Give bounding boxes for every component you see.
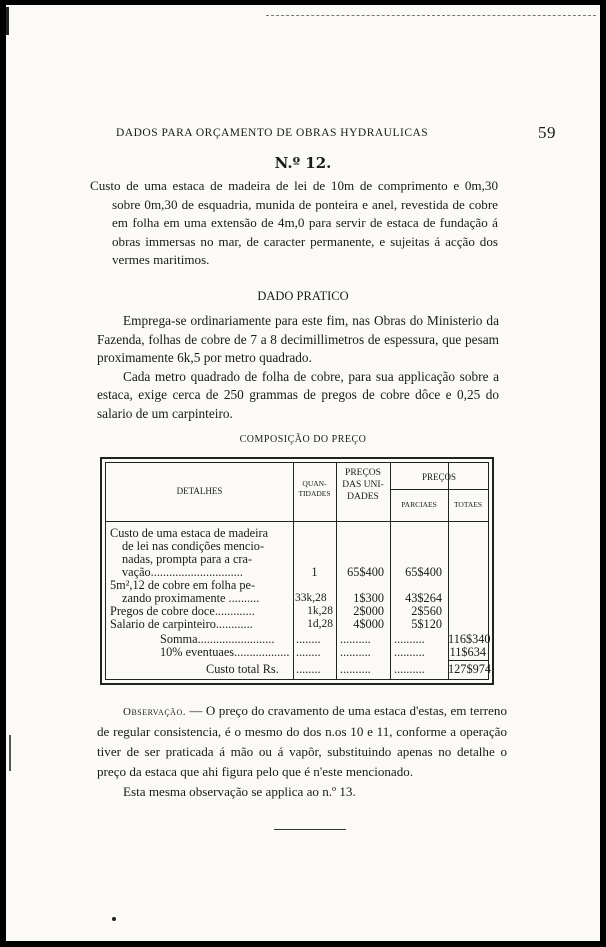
item-number: N.º 12. bbox=[274, 154, 332, 172]
custo-dots-partial: .......... bbox=[394, 662, 425, 676]
description-text: Custo de uma estaca de madeira de lei de 10m de comprimento e 0m,30 sobre 0m,30 de esquadria, munida de ponteira e anel, revestida de cobre em folha em uma extensão de 4m,0 para servir de estaca de fundação á obras immersas no mar, de caracter permanente, e sujeitas á acção dos vermes maritimos. bbox=[90, 178, 498, 267]
item-description bbox=[90, 177, 498, 270]
observation-note: Esta mesma observação se applica ao n.º 13. bbox=[123, 784, 356, 799]
row2-detail-2: zando proximamente .......... bbox=[122, 591, 260, 605]
row1-detail-3: nadas, prompta para a cra- bbox=[122, 552, 253, 566]
somma-label: Somma......................... bbox=[160, 632, 275, 646]
scan-mark-top bbox=[6, 7, 9, 35]
row1-unit-price: 65$400 bbox=[347, 565, 384, 579]
row2-detail-1: 5m²,12 de cobre em folha pe- bbox=[110, 578, 256, 592]
row2-unit-price: 1$300 bbox=[353, 591, 384, 605]
somma-dots-unit: .......... bbox=[340, 632, 371, 646]
row4-quantity: 1d,28 bbox=[307, 618, 333, 630]
eventuaes-dots-qty: ........ bbox=[296, 645, 321, 659]
eventuaes-dots-unit: .......... bbox=[340, 645, 371, 659]
custo-total-label: Custo total Rs. bbox=[206, 662, 279, 676]
scan-edge-line bbox=[266, 15, 596, 17]
ink-dot bbox=[112, 917, 116, 921]
row2-partial: 43$264 bbox=[405, 591, 442, 605]
row3-unit-price: 2$000 bbox=[353, 604, 384, 618]
header-precos: PREÇOS bbox=[421, 472, 456, 482]
section-title: DADO PRATICO bbox=[257, 289, 349, 303]
page-number: 59 bbox=[538, 123, 556, 142]
somma-total: 116$340 bbox=[448, 632, 491, 646]
body-text bbox=[97, 312, 499, 423]
row3-quantity: 1k,28 bbox=[307, 605, 333, 617]
row4-detail: Salario de carpinteiro............ bbox=[110, 617, 253, 631]
header-quantidades: QUAN- TIDADES bbox=[298, 479, 331, 498]
running-head-title: DADOS PARA ORÇAMENTO DE OBRAS HYDRAULICAS bbox=[116, 127, 429, 139]
document-page bbox=[6, 5, 600, 941]
row4-partial: 5$120 bbox=[411, 617, 442, 631]
header-precos-unidades: PREÇOS DAS UNI- DADES bbox=[342, 468, 384, 502]
row3-partial: 2$560 bbox=[411, 604, 442, 618]
paragraph-2: Cada metro quadrado de folha de cobre, para sua applicação sobre a estaca, exige cerca de 250 grammas de pregos de cobre dôce e 0,25 do salario de um carpinteiro. bbox=[97, 368, 499, 421]
closing-rule bbox=[274, 829, 346, 830]
price-table bbox=[100, 457, 494, 685]
custo-total: 127$974 bbox=[448, 662, 492, 676]
observation-lead: Observação. bbox=[123, 706, 186, 718]
observation bbox=[97, 701, 507, 802]
custo-dots-qty: ........ bbox=[296, 662, 321, 676]
eventuaes-label: 10% eventuaes.................. bbox=[160, 645, 290, 659]
row1-quantity: 1 bbox=[311, 565, 318, 579]
scan-mark-left bbox=[9, 735, 11, 771]
row1-partial: 65$400 bbox=[405, 565, 442, 579]
eventuaes-total: 11$634 bbox=[449, 645, 486, 659]
somma-dots-partial: .......... bbox=[394, 632, 425, 646]
row1-detail-1: Custo de uma estaca de madeira bbox=[110, 526, 269, 540]
row1-detail-4: vação.............................. bbox=[122, 565, 243, 579]
row2-quantity: 33k,28 bbox=[295, 592, 327, 604]
header-detalhes: DETALHES bbox=[176, 486, 223, 496]
header-parciaes: PARCIAES bbox=[401, 500, 437, 509]
row3-detail: Pregos de cobre doce............. bbox=[110, 604, 255, 618]
custo-dots-unit: .......... bbox=[340, 662, 371, 676]
paragraph-1: Emprega-se ordinariamente para este fim, nas Obras do Ministerio da Fazenda, folhas de cobre de 7 a 8 decimillimetros de espessura, que pesam proximamente 6k,5 por metro quadrado. bbox=[97, 313, 499, 365]
somma-dots-qty: ........ bbox=[296, 632, 321, 646]
eventuaes-dots-partial: .......... bbox=[394, 645, 425, 659]
header-totaes: TOTAES bbox=[453, 500, 482, 509]
table-title: COMPOSIÇÃO DO PREÇO bbox=[239, 434, 367, 445]
running-head bbox=[116, 123, 556, 142]
observation-text: — O preço do cravamento de uma estaca d'estas, em terreno de regular consistencia, é o mesmo do dos n.os 10 e 11, conforme a operação tiver de ser praticada á mão ou á vapôr, substituindo apenas no detalhe o preço da estaca que ahi figura pelo que é n'este mencionado. bbox=[97, 703, 507, 779]
observation-paragraph bbox=[97, 701, 507, 782]
row1-detail-2: de lei nas condições mencio- bbox=[122, 539, 265, 553]
row4-unit-price: 4$000 bbox=[353, 617, 384, 631]
